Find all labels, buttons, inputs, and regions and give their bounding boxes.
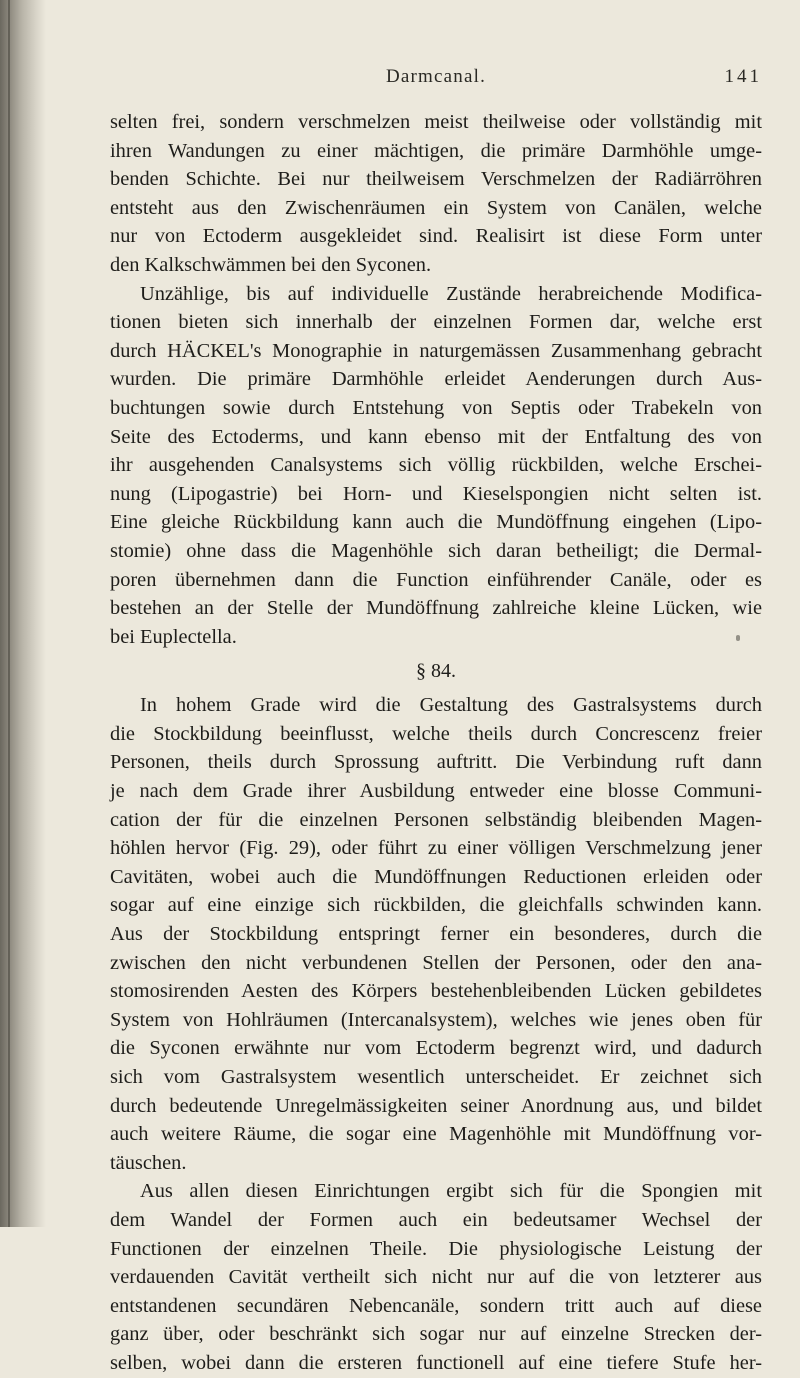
page-header bbox=[110, 66, 762, 90]
text-line: bei Euplectella. bbox=[110, 625, 237, 648]
text-line: die Syconen erwähnte nur vom Ectoderm begrenzt wird, und dadurch bbox=[110, 1037, 762, 1060]
text-line: Aus allen diesen Einrichtungen ergibt sich für die Spongien mit bbox=[140, 1180, 762, 1203]
text-line: den Kalkschwämmen bei den Syconen. bbox=[110, 253, 432, 276]
text-line: höhlen hervor (Fig. 29), oder führt zu einer völligen Verschmelzung jener bbox=[110, 837, 762, 860]
text-line: dem Wandel der Formen auch ein bedeutsamer Wechsel der bbox=[110, 1208, 762, 1231]
text-line: bestehen an der Stelle der Mundöffnung zahlreiche kleine Lücken, wie bbox=[110, 597, 762, 620]
text-line: je nach dem Grade ihrer Ausbildung entweder eine blosse Communi- bbox=[110, 780, 762, 803]
text-line: Cavitäten, wobei auch die Mundöffnungen Reductionen erleiden oder bbox=[110, 865, 762, 888]
running-head: Darmcanal. bbox=[385, 66, 487, 87]
paragraph bbox=[110, 691, 762, 1177]
text-line: nung (Lipogastrie) bei Horn- und Kieselspongien nicht selten ist. bbox=[110, 482, 762, 505]
text-line: auch weitere Räume, die sogar eine Magenhöhle mit Mundöffnung vor- bbox=[110, 1123, 762, 1146]
text-line: durch bedeutende Unregelmässigkeiten seiner Anordnung aus, und bildet bbox=[110, 1094, 762, 1117]
page-number: 141 bbox=[724, 66, 762, 87]
text-line: nur von Ectoderm ausgekleidet sind. Realisirt ist diese Form unter bbox=[110, 225, 762, 248]
paragraph bbox=[110, 280, 762, 652]
text-line: die Stockbildung beeinflusst, welche theils durch Concrescenz freier bbox=[110, 722, 762, 745]
text-line: durch HÄCKEL's Monographie in naturgemässen Zusammenhang gebracht bbox=[110, 339, 762, 362]
text-line: entstandenen secundären Nebencanäle, sondern tritt auch auf diese bbox=[110, 1294, 762, 1317]
section-heading: § 84. bbox=[416, 660, 456, 683]
text-line: sich vom Gastralsystem wesentlich unterscheidet. Er zeichnet sich bbox=[110, 1066, 762, 1088]
text-line: Seite des Ectoderms, und kann ebenso mit der Entfaltung des von bbox=[110, 425, 762, 448]
text-line: poren übernehmen dann die Function einführender Canäle, oder es bbox=[110, 568, 762, 591]
text-line: wurden. Die primäre Darmhöhle erleidet Aenderungen durch Aus- bbox=[110, 368, 762, 391]
text-line: ganz über, oder beschränkt sich sogar nur auf einzelne Strecken der- bbox=[110, 1323, 762, 1346]
text-line: stomosirenden Aesten des Körpers bestehenbleibenden Lücken gebildetes bbox=[110, 980, 762, 1003]
binding-edge bbox=[8, 0, 10, 1227]
text-line: Unzählige, bis auf individuelle Zustände herabreichende Modifica- bbox=[140, 282, 762, 305]
text-line: stomie) ohne dass die Magenhöhle sich daran betheiligt; die Dermal- bbox=[110, 539, 762, 562]
text-line: selben, wobei dann die ersteren functionell auf eine tiefere Stufe her- bbox=[110, 1351, 762, 1374]
text-line: zwischen den nicht verbundenen Stellen der Personen, oder den ana- bbox=[110, 951, 762, 974]
paragraph bbox=[110, 1177, 762, 1377]
text-line: ihr ausgehenden Canalsystems sich völlig rückbilden, welche Erschei- bbox=[110, 454, 762, 477]
body-text bbox=[110, 108, 762, 1378]
text-line: täuschen. bbox=[110, 1151, 187, 1174]
text-line: Functionen der einzelnen Theile. Die physiologische Leistung der bbox=[110, 1237, 762, 1260]
paragraph bbox=[110, 108, 762, 280]
text-line: cation der für die einzelnen Personen selbständig bleibenden Magen- bbox=[110, 808, 762, 831]
page-binding-gutter bbox=[0, 0, 46, 1227]
text-line: Eine gleiche Rückbildung kann auch die Mundöffnung eingehen (Lipo- bbox=[110, 511, 762, 534]
text-line: System von Hohlräumen (Intercanalsystem), welches wie jenes oben für bbox=[110, 1008, 762, 1031]
text-line: tionen bieten sich innerhalb der einzelnen Formen dar, welche erst bbox=[110, 311, 762, 334]
text-line: benden Schichte. Bei nur theilweisem Verschmelzen der Radiärröhren bbox=[110, 168, 762, 191]
text-line: Aus der Stockbildung entspringt ferner ein besonderes, durch die bbox=[110, 923, 762, 946]
text-line: In hohem Grade wird die Gestaltung des Gastralsystems durch bbox=[140, 694, 762, 717]
text-line: sogar auf eine einzige sich rückbilden, die gleichfalls schwinden kann. bbox=[110, 894, 762, 917]
margin-speck bbox=[736, 635, 740, 641]
text-line: buchtungen sowie durch Entstehung von Septis oder Trabekeln von bbox=[110, 396, 762, 419]
text-line: ihren Wandungen zu einer mächtigen, die primäre Darmhöhle umge- bbox=[110, 139, 762, 162]
text-line: verdauenden Cavität vertheilt sich nicht nur auf die von letzterer aus bbox=[110, 1266, 762, 1289]
text-line: entsteht aus den Zwischenräumen ein System von Canälen, welche bbox=[110, 196, 762, 219]
text-line: selten frei, sondern verschmelzen meist theilweise oder vollständig mit bbox=[110, 111, 762, 133]
text-line: Personen, theils durch Sprossung auftritt. Die Verbindung ruft dann bbox=[110, 751, 762, 774]
